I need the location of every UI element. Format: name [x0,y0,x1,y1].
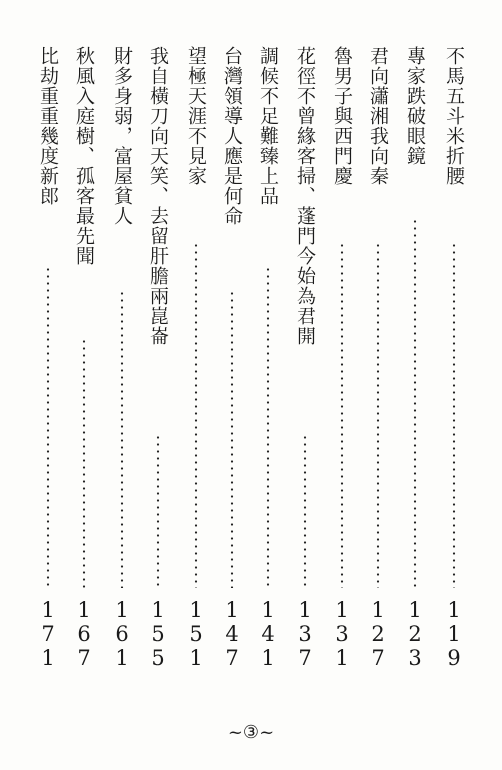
toc-entry-page: 123 [403,598,427,670]
toc-entry-title: 我自橫刀向天笑、去留肝膽兩崑崙 [147,46,169,346]
toc-entry-title: 望極天涯不見家 [185,46,207,186]
toc-entry-title: 財多身弱，富屋貧人 [111,46,133,226]
dot-leader [375,242,381,588]
dot-leader [193,242,199,588]
dot-leader [45,266,51,588]
toc-entry-page: 147 [220,598,244,670]
toc-entry-title: 比劫重重幾度新郎 [37,46,59,206]
toc-entry-page: 127 [366,598,390,670]
toc-entry-title: 秋風入庭樹、孤客最先聞 [73,46,95,266]
toc-entry-page: 167 [72,598,96,670]
dot-leader [451,242,457,588]
toc-entry-page: 131 [330,598,354,670]
dot-leader [339,242,345,588]
dot-leader [302,434,308,588]
toc-entry-title: 魯男子與西門慶 [331,46,353,186]
toc-entry-page: 137 [293,598,317,670]
dot-leader [155,434,161,588]
toc-entry-page: 151 [184,598,208,670]
toc-entry-title: 調候不足難臻上品 [257,46,279,206]
toc-entry-page: 141 [256,598,280,670]
toc-entry-title: 專家跌破眼鏡 [404,46,426,166]
toc-entry-title: 台灣領導人應是何命 [221,46,243,226]
dot-leader [265,266,271,588]
toc-entry-title: 不馬五斗米折腰 [443,46,465,186]
dot-leader [119,290,125,588]
page-folio: ~③~ [227,722,275,743]
toc-entry-page: 155 [146,598,170,670]
dot-leader [229,290,235,588]
toc-entry-page: 119 [442,598,466,670]
toc-entry-page: 171 [36,598,60,670]
dot-leader [412,218,418,588]
toc-entry-page: 161 [110,598,134,670]
toc-entry-title: 君向瀟湘我向秦 [367,46,389,186]
toc-entry-title: 花徑不曾緣客掃、蓬門今始為君開 [294,46,316,346]
dot-leader [81,338,87,588]
